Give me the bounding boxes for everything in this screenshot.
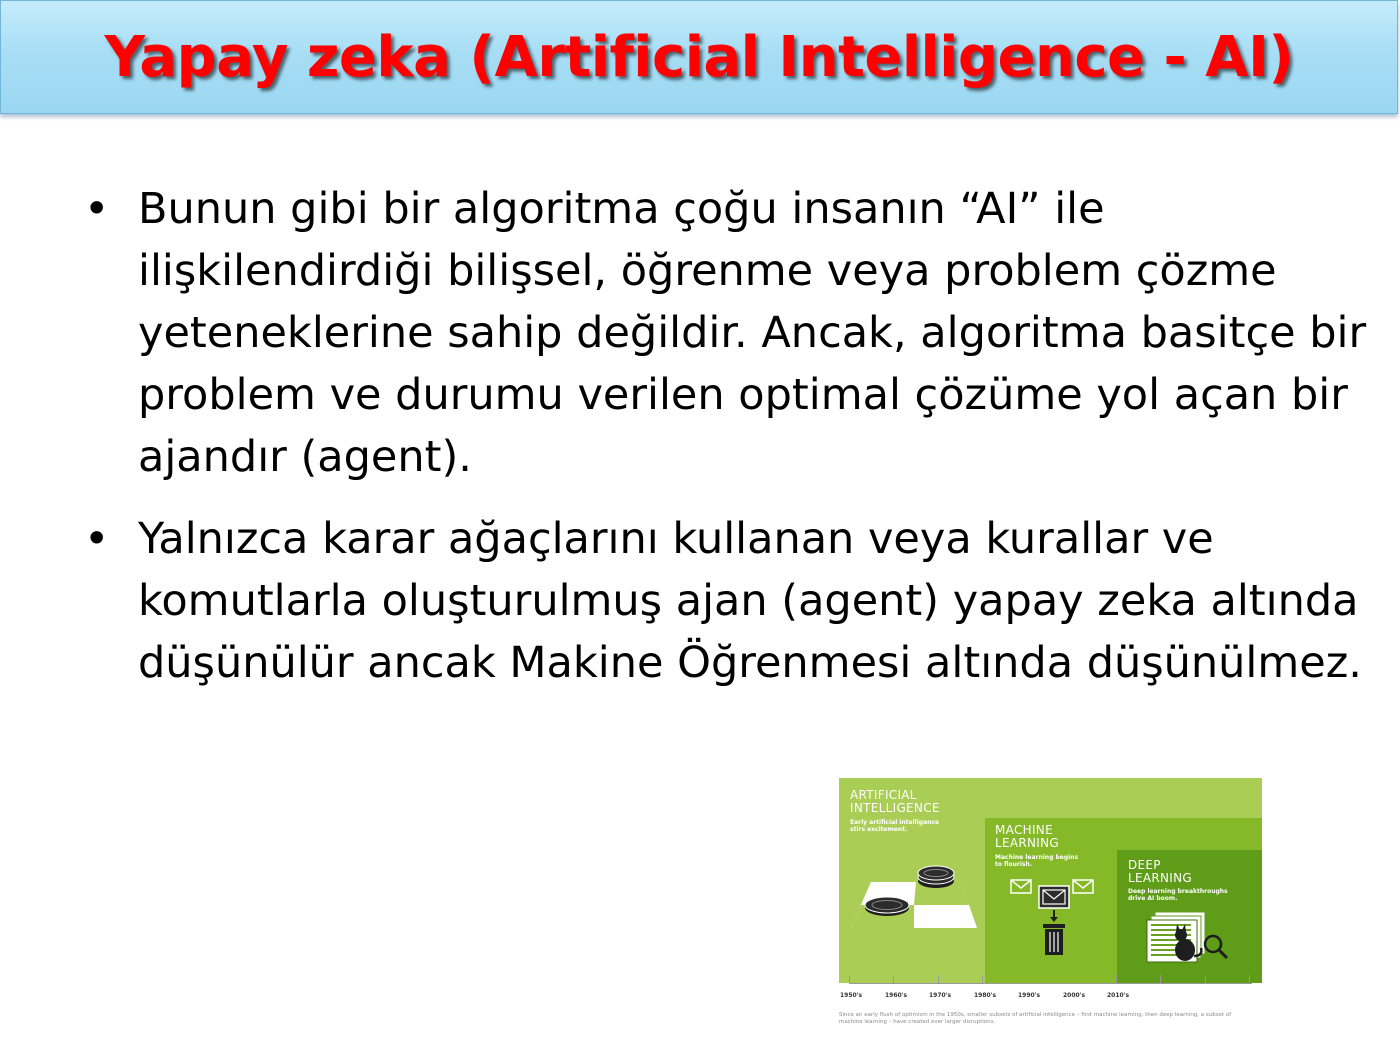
timeline-tick xyxy=(849,975,850,984)
decade-label: 1960's xyxy=(885,992,908,999)
ai-panel-top xyxy=(985,778,1262,818)
checkers-board-icon xyxy=(849,862,979,932)
ml-subtitle: Machine learning begins to flourish. xyxy=(995,854,1079,868)
slide-title: Yapay zeka (Artificial Intelligence - AI) xyxy=(104,24,1294,90)
decade-label: 2000's xyxy=(1063,992,1086,999)
timeline-tick xyxy=(1160,975,1161,984)
timeline-tick xyxy=(1071,975,1072,984)
ai-heading: ARTIFICIAL INTELLIGENCE xyxy=(850,788,940,815)
timeline-tick xyxy=(1249,975,1250,984)
ml-panel-top xyxy=(1117,818,1262,850)
timeline-tick xyxy=(982,975,983,984)
ai-ml-dl-infographic xyxy=(839,778,1263,1038)
email-filter-icon xyxy=(1007,878,1099,958)
decade-label: 1970's xyxy=(929,992,952,999)
decade-label: 1950's xyxy=(840,992,863,999)
bullet-item xyxy=(84,508,1374,694)
infographic-panels xyxy=(839,778,1262,983)
bullet-list xyxy=(84,178,1374,714)
cat-recognition-icon xyxy=(1145,910,1237,970)
bullet-item xyxy=(84,178,1374,488)
ml-heading: MACHINE LEARNING xyxy=(995,823,1060,850)
decade-label: 1980's xyxy=(974,992,997,999)
decade-label: 1990's xyxy=(1018,992,1041,999)
timeline-tick xyxy=(1027,975,1028,984)
dl-heading: DEEP LEARNING xyxy=(1128,858,1193,885)
timeline-axis xyxy=(849,983,1252,984)
ai-subtitle: Early artificial intelligence stirs excitement. xyxy=(850,819,940,833)
bullet-text: Yalnızca karar ağaçlarını kullanan veya kurallar ve komutlarla oluşturulmuş ajan (agent) yapay zeka altında düşünülür ancak Makine Öğrenmesi altında düşünülmez. xyxy=(138,514,1362,688)
bullet-marker: • xyxy=(84,514,110,564)
title-bar xyxy=(0,0,1398,114)
bullet-marker: • xyxy=(84,184,110,234)
timeline-tick xyxy=(1116,975,1117,984)
dl-subtitle: Deep learning breakthroughs drive AI boom. xyxy=(1128,888,1228,902)
timeline-tick xyxy=(938,975,939,984)
decade-label: 2010's xyxy=(1107,992,1130,999)
bullet-text: Bunun gibi bir algoritma çoğu insanın “AI” ile ilişkilendirdiği bilişsel, öğrenme veya problem çözme yeteneklerine sahip değildir. Ancak, algoritma basitçe bir problem ve durumu verilen optimal çözüme yol açan bir ajandır (agent). xyxy=(138,184,1367,482)
infographic-caption: Since an early flush of optimism in the 1950s, smaller subsets of artificial intelligence – first machine learning, then deep learning, a subset of machine learning – have created ever larger disruptions. xyxy=(839,1012,1232,1025)
timeline-tick xyxy=(893,975,894,984)
timeline-tick xyxy=(1205,975,1206,984)
decade-timeline xyxy=(839,983,1262,1003)
